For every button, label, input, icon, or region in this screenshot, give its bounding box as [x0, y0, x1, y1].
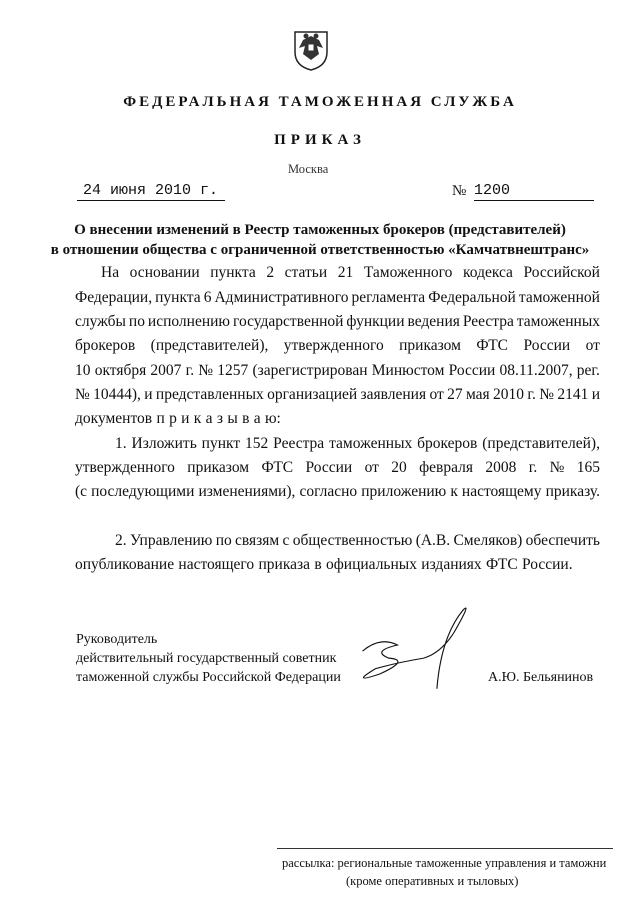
word: России. [522, 556, 573, 573]
agency-name: ФЕДЕРАЛЬНАЯ ТАМОЖЕННАЯ СЛУЖБА [123, 94, 517, 110]
word: к [193, 410, 202, 427]
word: и [144, 386, 153, 403]
word: Федерации, [75, 289, 153, 306]
word: кодекса [463, 264, 513, 281]
word: в [314, 556, 322, 573]
word: мая [465, 386, 490, 403]
word: утвержденного [283, 337, 384, 354]
word: заявления [360, 386, 427, 403]
word: изданиях [421, 556, 482, 573]
word: На [101, 264, 120, 281]
word: 152 [245, 435, 269, 452]
word: з [216, 410, 223, 427]
word: пункт [201, 435, 241, 452]
word: согласно [299, 483, 358, 500]
word: представленных [155, 386, 264, 403]
body-line [115, 434, 600, 454]
word: 10444), [93, 386, 141, 403]
body-line [75, 385, 600, 405]
word: (А.В. [415, 532, 451, 549]
body-line [75, 336, 600, 356]
word: таможенных [516, 313, 600, 330]
word: Таможенного [363, 264, 453, 281]
word: ФТС [476, 337, 509, 354]
number-label: № [452, 183, 467, 199]
word: Российской [523, 264, 600, 281]
word: опубликование [75, 556, 175, 573]
word: приказа [258, 556, 311, 573]
word: функции [346, 313, 405, 330]
body-line [75, 482, 600, 502]
word: брокеров [75, 337, 136, 354]
word: (с [75, 483, 88, 500]
title-line: в отношении общества с ограниченной ответственностью «Камчатвнештранс» [50, 242, 590, 258]
word: рег. [576, 362, 600, 379]
word: основании [129, 264, 200, 281]
doc-type: ПРИКАЗ [274, 132, 366, 148]
word: (представителей), [150, 337, 269, 354]
word: Изложить [131, 435, 197, 452]
word: общественностью [292, 532, 413, 549]
word: г. [527, 386, 536, 403]
word: ФТС [261, 459, 294, 476]
word: с [282, 532, 290, 549]
word: службы [75, 313, 126, 330]
word: г. [528, 459, 538, 476]
word: 20 [391, 459, 407, 476]
word: 2 [266, 264, 275, 281]
body-line [75, 409, 600, 429]
handwritten-signature [345, 590, 485, 700]
word: связям [235, 532, 280, 549]
word: а [253, 410, 261, 427]
word: от [585, 337, 600, 354]
word: утвержденного [75, 459, 175, 476]
word: г. [185, 362, 195, 379]
body-line [101, 263, 600, 283]
word: от [364, 459, 379, 476]
word: статьи [284, 264, 328, 281]
word: от [429, 386, 444, 403]
word: п [156, 410, 165, 427]
word: пункта [155, 289, 201, 306]
word: октября [94, 362, 147, 379]
word: 2010 [493, 386, 525, 403]
word: Федеральной [428, 289, 516, 306]
body-line [75, 288, 600, 308]
word: № [549, 459, 565, 476]
order-number: 1200 [474, 182, 594, 201]
word: государственной [232, 313, 344, 330]
distribution-line: (кроме оперативных и тыловых) [346, 874, 519, 888]
signatory-name: А.Ю. Бельянинов [488, 670, 594, 685]
word: по [128, 313, 145, 330]
word: к [450, 483, 458, 500]
word: приказом [187, 459, 250, 476]
word: № [198, 362, 214, 379]
body-line [75, 312, 600, 332]
word: 6 [203, 289, 212, 306]
word: 1257 [217, 362, 249, 379]
word: ФТС [486, 556, 518, 573]
body-line [115, 531, 600, 551]
word: 2007 [150, 362, 182, 379]
word: 1. [115, 435, 127, 452]
word: Управлению [129, 532, 213, 549]
word: и [591, 386, 600, 403]
word: Реестра [273, 435, 325, 452]
word: в [242, 410, 250, 427]
word: 165 [576, 459, 600, 476]
word: исполнению [147, 313, 231, 330]
word: документов [75, 410, 153, 427]
word: февраля [419, 459, 473, 476]
word: обеспечить [525, 532, 600, 549]
word: (зарегистрирован [252, 362, 368, 379]
word: ведения [407, 313, 460, 330]
word: 2008 [485, 459, 517, 476]
word: 2141 [557, 386, 589, 403]
divider [277, 848, 613, 849]
word: 21 [337, 264, 354, 281]
word: регламента [351, 289, 426, 306]
word: Минюстом [371, 362, 445, 379]
word: России [305, 459, 353, 476]
word: официальных [326, 556, 417, 573]
word: р [169, 410, 177, 427]
word: изменениями), [198, 483, 296, 500]
body-line [75, 555, 600, 575]
order-date: 24 июня 2010 г. [77, 182, 225, 201]
word: ы [227, 410, 238, 427]
word: № [539, 386, 554, 403]
word: 10 [75, 362, 91, 379]
word: настоящему [461, 483, 542, 500]
word: брокеров [417, 435, 478, 452]
signatory-position: таможенной службы Российской Федерации [76, 670, 341, 685]
word: а [205, 410, 213, 427]
city: Москва [288, 162, 329, 176]
word: последующими [91, 483, 195, 500]
signatory-position: Руководитель [76, 632, 158, 647]
word: по [215, 532, 232, 549]
word: Административного [214, 289, 349, 306]
word: таможенной [518, 289, 600, 306]
word: и [181, 410, 190, 427]
word: пункта [210, 264, 256, 281]
word: приказом [399, 337, 461, 354]
word: № [75, 386, 90, 403]
body-line [75, 458, 600, 478]
word: организацией [267, 386, 358, 403]
word: приказу. [545, 483, 600, 500]
word: Смеляков) [453, 532, 523, 549]
word: (представителей), [482, 435, 600, 452]
word: настоящего [178, 556, 255, 573]
word: Реестра [462, 313, 514, 330]
word: приложению [361, 483, 447, 500]
word: таможенных [329, 435, 413, 452]
word: России [448, 362, 496, 379]
word: России [523, 337, 571, 354]
signatory-position: действительный государственный советник [76, 651, 337, 666]
title-line: О внесении изменений в Реестр таможенных брокеров (представителей) [74, 222, 566, 238]
distribution-line: рассылка: региональные таможенные управления и таможни [282, 856, 607, 870]
word: 2. [115, 532, 127, 549]
body-line [75, 361, 600, 381]
word: 08.11.2007, [499, 362, 573, 379]
word: 27 [447, 386, 463, 403]
coat-of-arms-emblem [291, 24, 331, 72]
word: ю: [264, 410, 281, 427]
